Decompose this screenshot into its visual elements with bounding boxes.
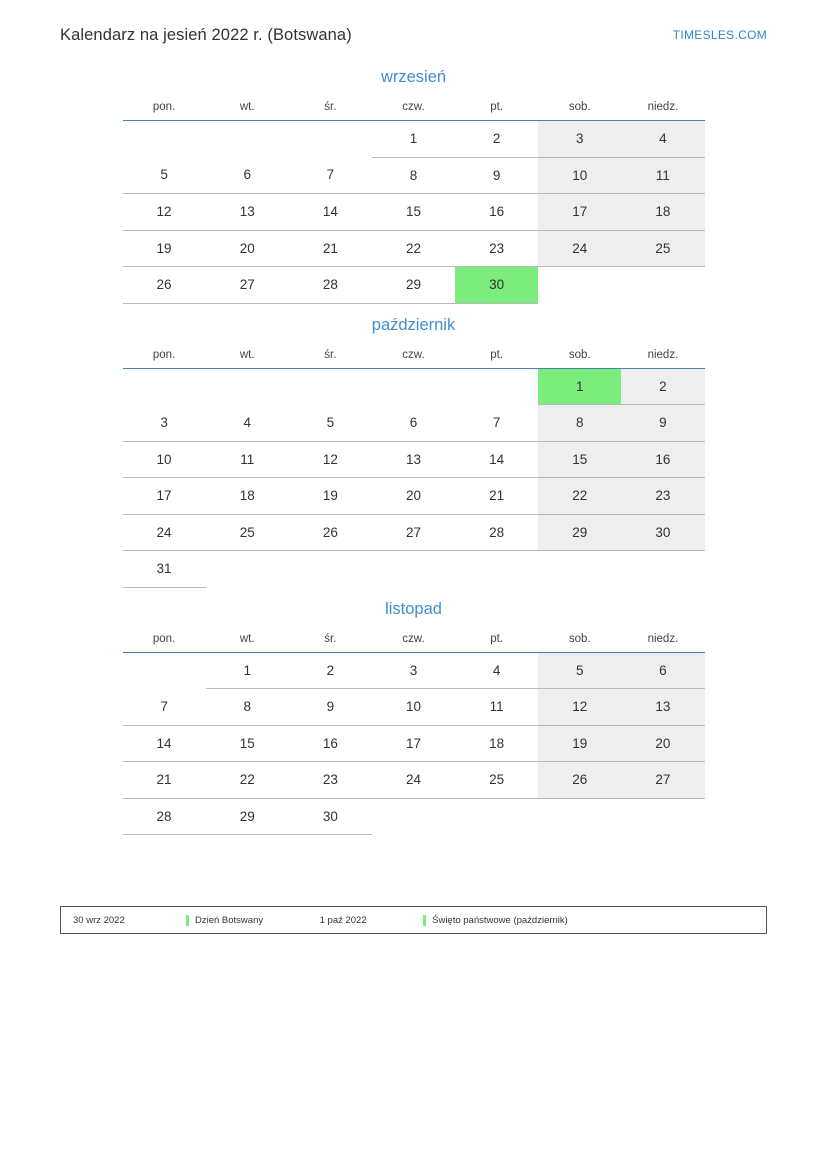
week-row (123, 194, 705, 231)
day-cell[interactable] (455, 725, 538, 762)
day-number: 11 (655, 167, 670, 183)
weekday-header: czw. (372, 345, 455, 369)
day-number: 14 (156, 735, 172, 751)
day-number: 25 (489, 772, 505, 787)
month-block (60, 310, 767, 588)
empty-day-cell (123, 121, 206, 158)
empty-day-cell (621, 267, 704, 304)
day-cell[interactable] (372, 652, 455, 689)
day-cell[interactable] (372, 762, 455, 799)
day-cell[interactable] (206, 725, 289, 762)
empty-day-cell (372, 368, 455, 405)
day-number: 3 (576, 131, 584, 146)
day-number: 22 (572, 488, 588, 503)
day-cell[interactable] (455, 478, 538, 515)
week-row (123, 157, 705, 194)
weekday-header: wt. (206, 97, 289, 121)
legend-label: Święto państwowe (październik) (432, 914, 568, 926)
weekday-header: niedz. (621, 345, 704, 369)
day-number: 12 (572, 699, 588, 714)
month-table (123, 97, 705, 304)
empty-day-cell (455, 368, 538, 405)
day-number: 16 (489, 204, 505, 219)
day-number: 13 (239, 204, 255, 219)
day-number: 8 (576, 415, 584, 430)
day-number: 7 (326, 167, 335, 183)
day-cell[interactable] (289, 405, 372, 442)
day-cell[interactable] (538, 157, 621, 194)
empty-day-cell (372, 798, 455, 835)
day-cell[interactable] (206, 157, 289, 194)
day-cell[interactable] (621, 762, 704, 799)
day-number: 30 (489, 277, 505, 292)
day-number: 30 (322, 808, 338, 824)
day-cell[interactable] (455, 652, 538, 689)
empty-day-cell (455, 798, 538, 835)
weekday-header-row (123, 97, 705, 121)
day-number: 21 (489, 488, 505, 503)
empty-day-cell (621, 551, 704, 588)
day-cell[interactable] (372, 230, 455, 267)
empty-day-cell (538, 798, 621, 835)
day-cell[interactable] (538, 478, 621, 515)
day-number: 21 (156, 772, 172, 787)
day-number: 29 (405, 277, 421, 292)
day-number: 20 (239, 240, 255, 256)
day-number: 23 (655, 488, 671, 503)
weekday-header: pt. (455, 629, 538, 653)
day-number: 3 (409, 662, 418, 678)
day-cell[interactable] (123, 405, 206, 442)
weekday-header: niedz. (621, 629, 704, 653)
day-cell[interactable] (372, 405, 455, 442)
day-number: 11 (489, 699, 504, 714)
day-number: 19 (156, 240, 172, 256)
day-number: 9 (326, 699, 335, 714)
day-cell[interactable] (123, 762, 206, 799)
day-number: 13 (405, 451, 421, 467)
day-cell[interactable] (455, 157, 538, 194)
month-block (60, 62, 767, 304)
day-number: 23 (322, 772, 338, 787)
day-cell[interactable] (123, 157, 206, 194)
day-cell[interactable] (123, 441, 206, 478)
day-cell[interactable] (621, 121, 704, 158)
day-cell[interactable] (206, 762, 289, 799)
day-cell[interactable] (372, 689, 455, 726)
week-row (123, 798, 705, 835)
day-cell[interactable] (123, 230, 206, 267)
week-row (123, 267, 705, 304)
week-row (123, 368, 705, 405)
day-cell[interactable] (289, 725, 372, 762)
day-cell[interactable] (206, 798, 289, 835)
day-number: 6 (243, 167, 251, 183)
day-number: 27 (655, 772, 671, 787)
empty-day-cell (206, 551, 289, 588)
day-cell[interactable] (289, 689, 372, 726)
day-number: 5 (160, 167, 168, 183)
day-cell[interactable] (289, 441, 372, 478)
day-cell[interactable] (289, 157, 372, 194)
day-number: 14 (489, 451, 505, 467)
day-cell[interactable] (372, 725, 455, 762)
day-number: 13 (655, 699, 671, 714)
day-number: 14 (322, 204, 338, 219)
day-cell[interactable] (538, 405, 621, 442)
day-number: 6 (409, 414, 418, 430)
week-row (123, 725, 705, 762)
weekday-header-row (123, 629, 705, 653)
day-number: 10 (572, 167, 588, 183)
day-cell[interactable] (621, 405, 704, 442)
weekday-header: czw. (372, 629, 455, 653)
day-number: 12 (322, 451, 338, 467)
week-row (123, 441, 705, 478)
day-number: 10 (405, 699, 421, 714)
day-number: 7 (492, 414, 501, 430)
day-cell[interactable] (372, 514, 455, 551)
day-number: 4 (243, 414, 251, 430)
day-number: 24 (405, 772, 421, 787)
holiday-day-cell[interactable] (455, 267, 538, 304)
day-number: 25 (655, 240, 671, 256)
day-cell[interactable] (289, 478, 372, 515)
day-cell[interactable] (123, 194, 206, 231)
day-number: 8 (409, 167, 418, 183)
day-number: 17 (405, 735, 421, 751)
day-cell[interactable] (289, 652, 372, 689)
day-number: 16 (322, 735, 338, 751)
day-number: 8 (243, 699, 251, 714)
day-number: 9 (492, 167, 501, 183)
day-number: 5 (576, 662, 584, 678)
legend-label: Dzień Botswany (195, 914, 264, 926)
page-header (60, 20, 767, 50)
day-number: 10 (156, 451, 172, 467)
day-number: 21 (322, 240, 338, 256)
empty-day-cell (289, 121, 372, 158)
day-cell[interactable] (372, 194, 455, 231)
weekday-header: sob. (538, 629, 621, 653)
day-number: 16 (655, 451, 671, 467)
day-cell[interactable] (123, 798, 206, 835)
day-cell[interactable] (621, 514, 704, 551)
day-number: 18 (489, 735, 505, 751)
day-number: 17 (572, 204, 588, 219)
day-number: 18 (239, 488, 255, 503)
day-cell[interactable] (621, 230, 704, 267)
day-number: 4 (659, 131, 667, 146)
weekday-header: niedz. (621, 97, 704, 121)
empty-day-cell (289, 551, 372, 588)
day-number: 24 (572, 240, 588, 256)
weekday-header: sob. (538, 345, 621, 369)
day-cell[interactable] (289, 762, 372, 799)
day-cell[interactable] (289, 798, 372, 835)
day-cell[interactable] (206, 194, 289, 231)
day-cell[interactable] (206, 441, 289, 478)
empty-day-cell (621, 798, 704, 835)
day-number: 2 (326, 662, 335, 678)
day-cell[interactable] (455, 121, 538, 158)
day-number: 27 (239, 277, 255, 292)
day-cell[interactable] (621, 652, 704, 689)
day-cell[interactable] (538, 230, 621, 267)
weekday-header: pt. (455, 345, 538, 369)
day-number: 2 (659, 378, 667, 394)
weekday-header: pon. (123, 345, 206, 369)
day-cell[interactable] (621, 725, 704, 762)
day-cell[interactable] (621, 368, 704, 405)
month-block (60, 594, 767, 836)
day-number: 1 (576, 378, 584, 394)
day-cell[interactable] (123, 514, 206, 551)
day-cell[interactable] (289, 194, 372, 231)
day-number: 19 (322, 488, 338, 503)
weekday-header: pon. (123, 97, 206, 121)
day-number: 27 (405, 524, 421, 540)
day-number: 26 (156, 277, 172, 292)
day-cell[interactable] (372, 157, 455, 194)
day-cell[interactable] (621, 478, 704, 515)
day-cell[interactable] (372, 441, 455, 478)
day-number: 6 (659, 662, 667, 678)
day-number: 7 (160, 698, 168, 714)
legend-entry (263, 907, 568, 933)
day-cell[interactable] (538, 121, 621, 158)
holiday-day-cell[interactable] (538, 368, 621, 405)
day-number: 5 (326, 414, 335, 430)
day-cell[interactable] (455, 441, 538, 478)
week-row (123, 230, 705, 267)
day-cell[interactable] (206, 478, 289, 515)
day-number: 29 (572, 524, 588, 540)
day-cell[interactable] (538, 762, 621, 799)
legend-color-swatch-icon (423, 915, 426, 926)
month-title: wrzesień (380, 68, 447, 86)
empty-day-cell (372, 551, 455, 588)
day-number: 29 (239, 808, 255, 824)
day-number: 11 (240, 451, 255, 467)
day-number: 9 (659, 415, 667, 430)
weekday-header: pt. (455, 97, 538, 121)
page-title: Kalendarz na jesień 2022 r. (Botswana) (60, 25, 352, 44)
day-cell[interactable] (123, 689, 206, 726)
day-cell[interactable] (538, 689, 621, 726)
empty-day-cell (206, 368, 289, 405)
day-cell[interactable] (621, 157, 704, 194)
day-cell[interactable] (372, 478, 455, 515)
day-number: 30 (655, 524, 671, 540)
day-cell[interactable] (206, 514, 289, 551)
day-cell[interactable] (538, 194, 621, 231)
day-cell[interactable] (455, 230, 538, 267)
empty-day-cell (538, 551, 621, 588)
legend-color-swatch-icon (186, 915, 189, 926)
day-cell[interactable] (206, 689, 289, 726)
day-cell[interactable] (123, 478, 206, 515)
day-cell[interactable] (538, 725, 621, 762)
day-cell[interactable] (123, 551, 206, 588)
day-cell[interactable] (455, 689, 538, 726)
month-table (123, 345, 705, 588)
weekday-header: sob. (538, 97, 621, 121)
week-row (123, 689, 705, 726)
weekday-header: czw. (372, 97, 455, 121)
month-title: listopad (385, 599, 442, 618)
week-row (123, 514, 705, 551)
empty-day-cell (123, 652, 206, 689)
day-cell[interactable] (206, 652, 289, 689)
day-number: 28 (322, 277, 338, 292)
day-number: 23 (489, 240, 505, 256)
day-number: 1 (409, 131, 418, 146)
day-number: 28 (156, 808, 172, 824)
day-number: 4 (492, 662, 501, 678)
day-cell[interactable] (206, 230, 289, 267)
weekday-header-row (123, 345, 705, 369)
day-number: 19 (572, 735, 588, 751)
week-row (123, 121, 705, 158)
day-number: 24 (156, 524, 172, 540)
day-number: 17 (156, 488, 172, 503)
day-number: 20 (405, 488, 421, 503)
day-cell[interactable] (289, 267, 372, 304)
day-cell[interactable] (206, 267, 289, 304)
legend-date: 30 wrz 2022 (73, 914, 125, 926)
day-number: 15 (405, 204, 421, 219)
day-cell[interactable] (455, 405, 538, 442)
empty-day-cell (455, 551, 538, 588)
day-cell[interactable] (538, 441, 621, 478)
day-cell[interactable] (455, 762, 538, 799)
day-cell[interactable] (455, 514, 538, 551)
day-number: 1 (243, 662, 251, 678)
day-number: 20 (655, 735, 671, 751)
legend-date: 1 paź 2022 (319, 914, 367, 926)
week-row (123, 478, 705, 515)
day-cell[interactable] (123, 725, 206, 762)
day-number: 15 (572, 451, 588, 467)
empty-day-cell (289, 368, 372, 405)
day-cell[interactable] (621, 689, 704, 726)
day-cell[interactable] (206, 405, 289, 442)
day-number: 15 (239, 735, 255, 751)
week-row (123, 551, 705, 588)
weekday-header: śr. (289, 345, 372, 369)
month-table (123, 629, 705, 836)
calendar-months-container (60, 62, 767, 841)
day-number: 12 (156, 204, 172, 219)
day-cell[interactable] (538, 514, 621, 551)
weekday-header: śr. (289, 97, 372, 121)
day-cell[interactable] (289, 230, 372, 267)
day-number: 25 (239, 524, 255, 540)
day-cell[interactable] (455, 194, 538, 231)
day-cell[interactable] (289, 514, 372, 551)
day-number: 22 (239, 772, 255, 787)
day-number: 3 (160, 414, 168, 430)
weekday-header: wt. (206, 629, 289, 653)
day-number: 31 (156, 561, 172, 576)
day-cell[interactable] (538, 652, 621, 689)
day-number: 22 (405, 240, 421, 256)
day-number: 26 (322, 524, 338, 540)
empty-day-cell (206, 121, 289, 158)
week-row (123, 652, 705, 689)
day-cell[interactable] (621, 194, 704, 231)
day-number: 26 (572, 772, 588, 787)
empty-day-cell (123, 368, 206, 405)
day-cell[interactable] (372, 121, 455, 158)
legend-bar (60, 906, 767, 934)
day-number: 18 (655, 204, 671, 219)
day-cell[interactable] (621, 441, 704, 478)
day-number: 2 (492, 131, 501, 146)
brand-label: TIMESLES.COM (672, 28, 767, 42)
day-cell[interactable] (372, 267, 455, 304)
week-row (123, 762, 705, 799)
month-title: październik (371, 315, 456, 334)
empty-day-cell (538, 267, 621, 304)
weekday-header: pon. (123, 629, 206, 653)
day-cell[interactable] (123, 267, 206, 304)
week-row (123, 405, 705, 442)
day-number: 28 (489, 524, 505, 540)
weekday-header: wt. (206, 345, 289, 369)
legend-entry (61, 907, 263, 933)
weekday-header: śr. (289, 629, 372, 653)
